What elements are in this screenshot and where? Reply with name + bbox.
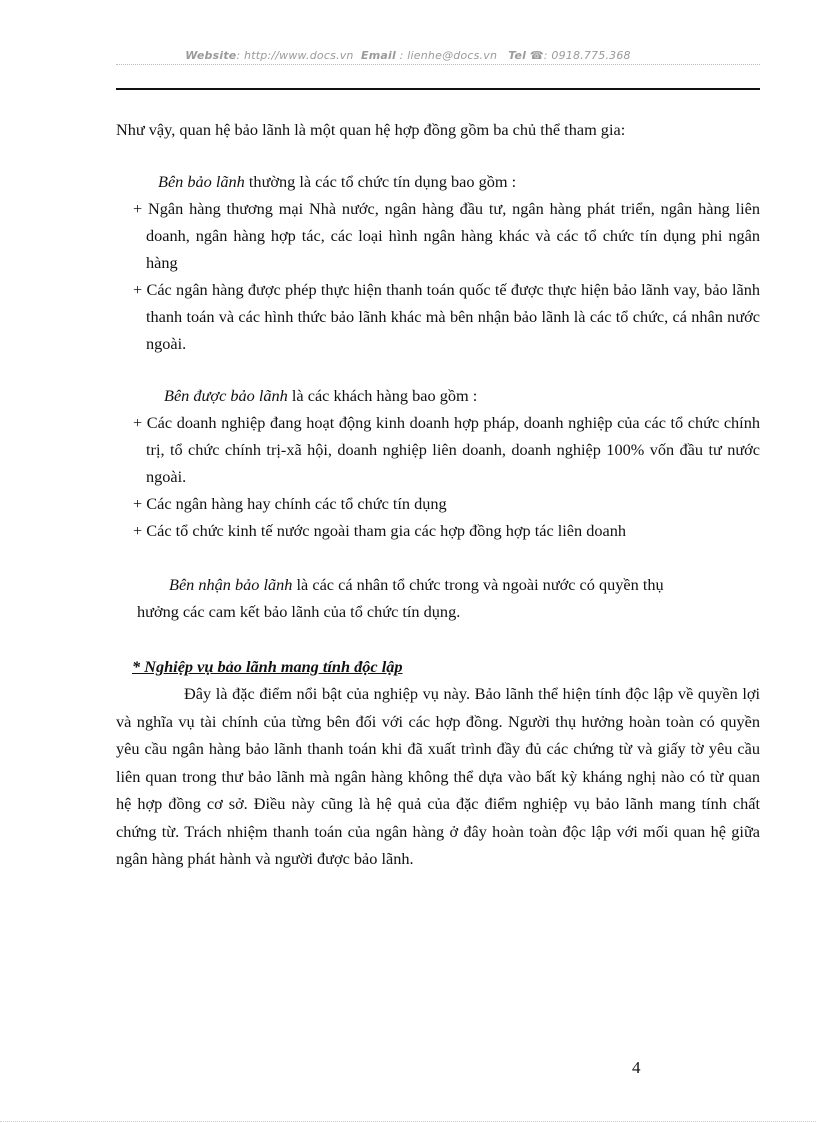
guarantor-item: + Ngân hàng thương mại Nhà nước, ngân hàng đầu tư, ngân hàng phát triển, ngân hàng liên doanh, ngân hàng hợp tác, các loại hình ngân hàng khác và các tổ chức tín dụng phi ngân hàng (133, 199, 760, 272)
footer-dotted-divider (0, 1121, 816, 1122)
page-header (0, 49, 816, 62)
tel-label: Tel (508, 49, 527, 62)
guaranteed-item: + Các ngân hàng hay chính các tổ chức tín dụng (133, 494, 447, 513)
beneficiary-desc-continued: hưởng các cam kết bảo lãnh của tổ chức tín dụng. (137, 602, 461, 621)
website-value: : http://www.docs.vn (236, 49, 354, 62)
guaranteed-heading (116, 382, 760, 409)
email-label: Email (361, 49, 396, 62)
website-label: Website (185, 49, 237, 62)
guaranteed-item: + Các tổ chức kinh tế nước ngoài tham gia các hợp đồng hợp tác liên doanh (133, 521, 627, 540)
guaranteed-desc: là các khách hàng bao gồm : (287, 386, 478, 405)
intro-paragraph: Như vậy, quan hệ bảo lãnh là một quan hệ hợp đồng gồm ba chủ thể tham gia: (116, 120, 626, 139)
header-rule (116, 88, 760, 90)
guaranteed-item: + Các doanh nghiệp đang hoạt động kinh doanh hợp pháp, doanh nghiệp của các tổ chức chính trị, tổ chức chính trị-xã hội, doanh nghiệp liên doanh, doanh nghiệp 100% vốn đầu tư nước ngoài. (133, 413, 760, 486)
phone-icon: ☎ (529, 49, 544, 62)
beneficiary-title: Bên nhận bảo lãnh (169, 575, 293, 594)
guaranteed-title: Bên được bảo lãnh (164, 386, 288, 405)
guarantor-heading (116, 168, 760, 195)
page-number: 4 (632, 1058, 641, 1077)
guarantor-item: + Các ngân hàng được phép thực hiện thanh toán quốc tế được thực hiện bảo lãnh vay, bảo lãnh thanh toán và các hình thức bảo lãnh khác mà bên nhận bảo lãnh là các tổ chức, cá nhân nước ngoài. (133, 280, 760, 353)
email-value: : lienhe@docs.vn (399, 49, 498, 62)
tel-value: : 0918.775.368 (543, 49, 631, 62)
guarantor-title: Bên bảo lãnh (158, 172, 245, 191)
beneficiary-heading (116, 571, 760, 598)
beneficiary-desc: là các cá nhân tổ chức trong và ngoài nước có quyền thụ (292, 575, 664, 594)
guarantor-desc: thường là các tổ chức tín dụng bao gồm : (244, 172, 517, 191)
document-body (116, 116, 760, 873)
header-dotted-divider (116, 64, 760, 65)
section-body: Đây là đặc điểm nổi bật của nghiệp vụ này. Bảo lãnh thể hiện tính độc lập về quyền lợi và nghĩa vụ tài chính của từng bên đối với các hợp đồng. Người thụ hưởng hoàn toàn có quyền yêu cầu ngân hàng bảo lãnh thanh toán khi đã xuất trình đầy đủ các chứng từ và giấy tờ yêu cầu liên quan trong thư bảo lãnh mà ngân hàng không thể dựa vào bất kỳ kháng nghị nào có từ quan hệ hợp đồng cơ sở. Điều này cũng là hệ quả của đặc điểm nghiệp vụ bảo lãnh mang tính chất chứng từ. Trách nhiệm thanh toán của ngân hàng ở đây hoàn toàn độc lập với mối quan hệ giữa ngân hàng phát hành và người được bảo lãnh. (116, 684, 760, 868)
section-title: * Nghiệp vụ bảo lãnh mang tính độc lập (132, 657, 403, 676)
